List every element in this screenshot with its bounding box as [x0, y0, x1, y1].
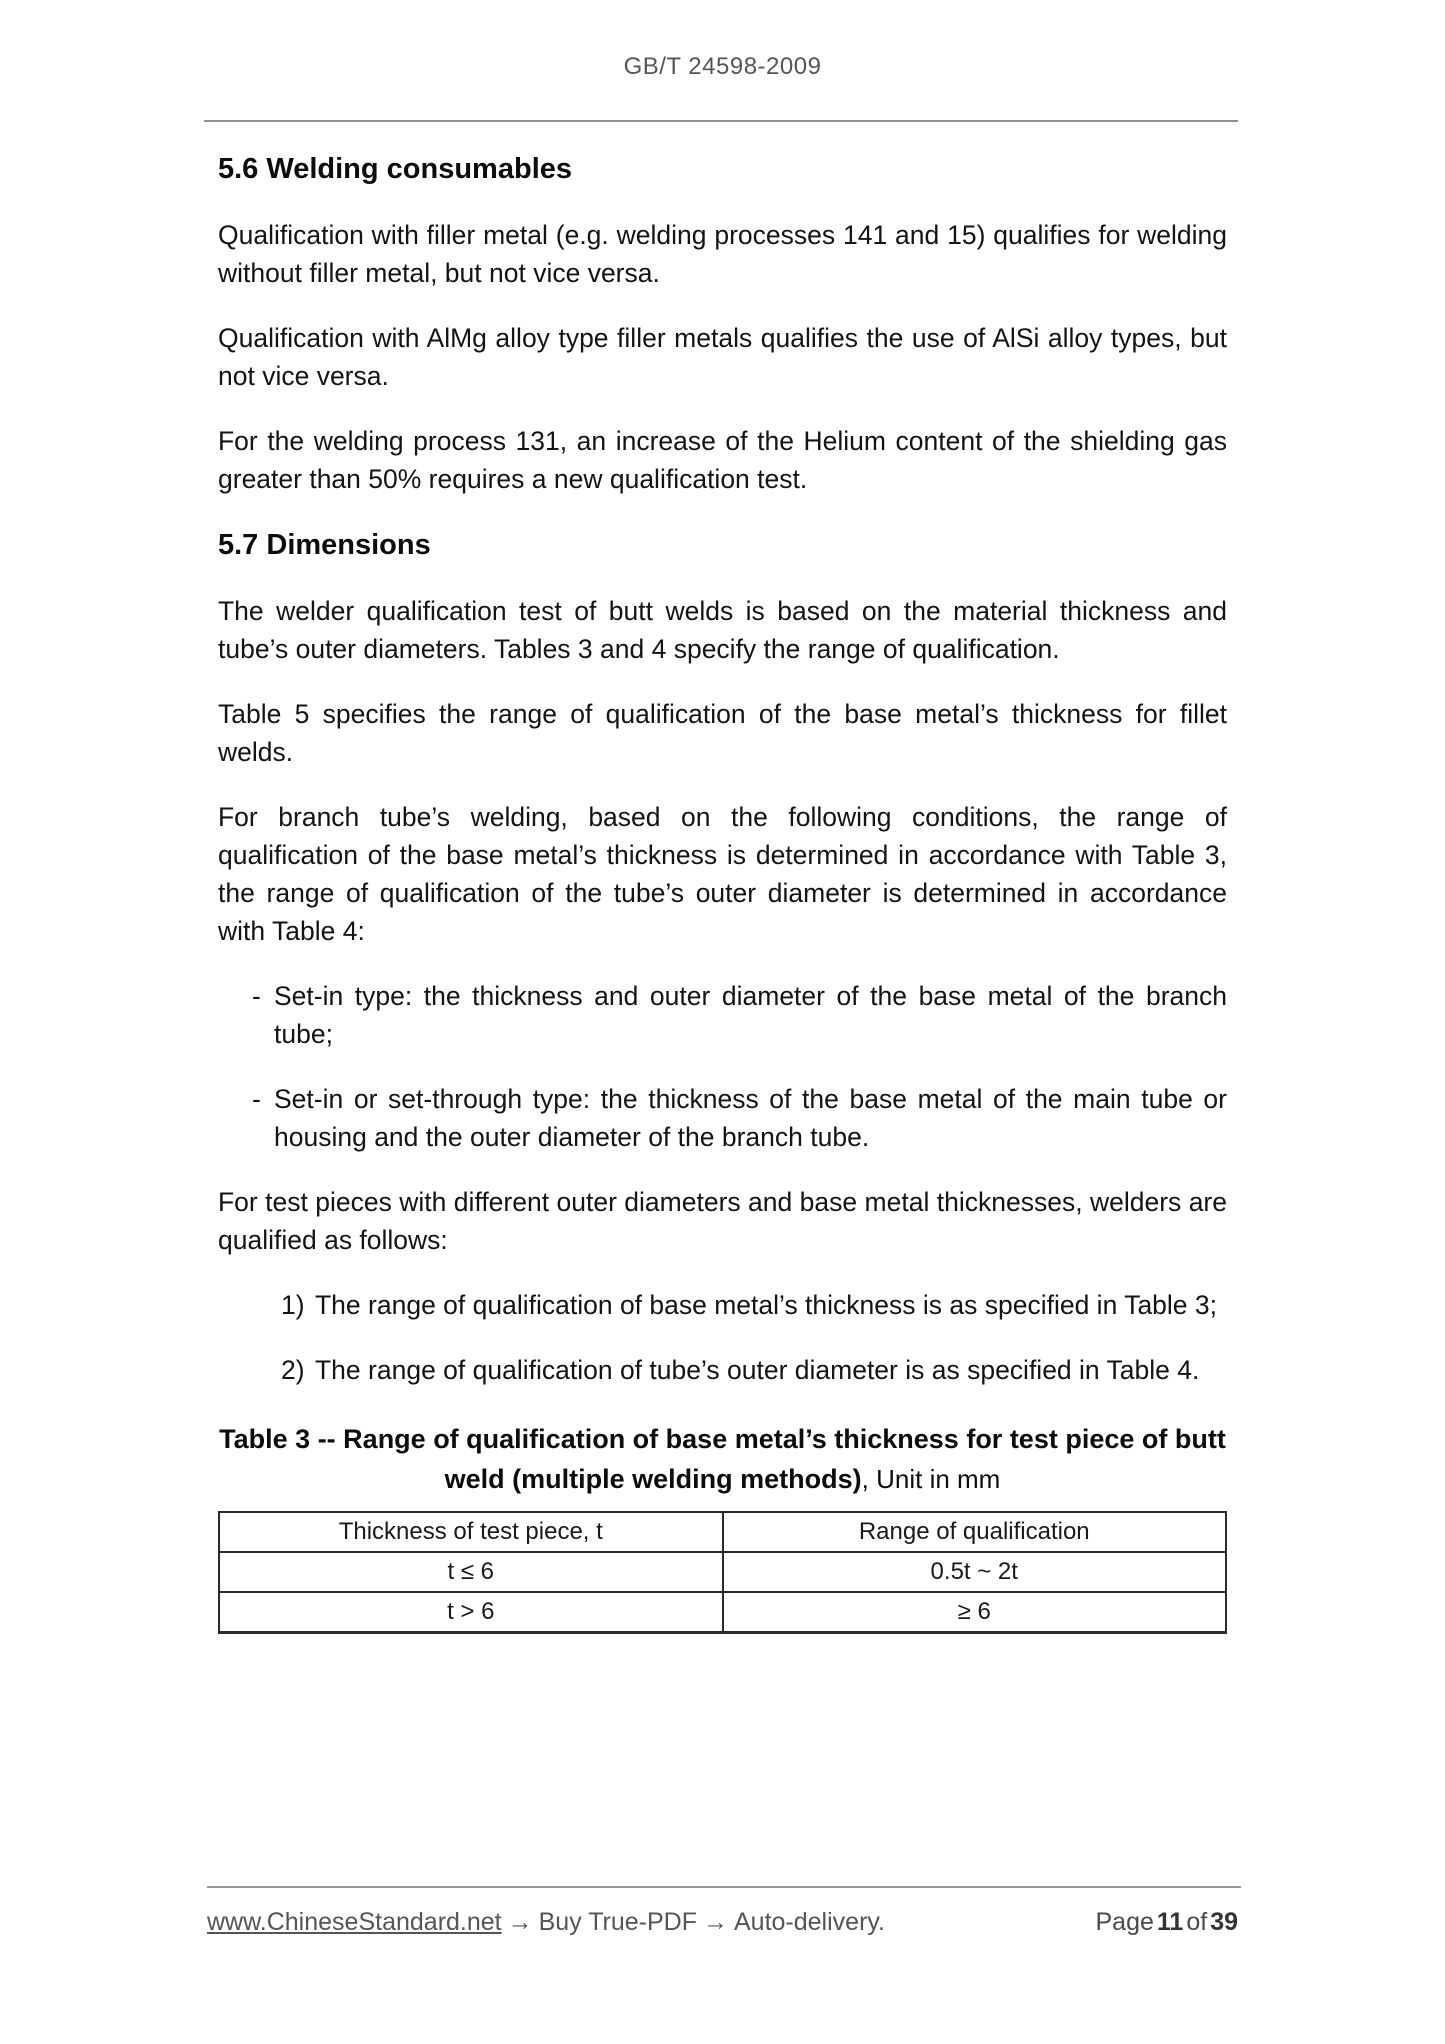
arrow-icon: →: [507, 1908, 533, 1936]
list-item-text: Set-in type: the thickness and outer diameter of the base metal of the branch tube;: [274, 981, 1227, 1049]
table-header-row: [219, 1512, 1226, 1552]
table-row: [219, 1592, 1226, 1633]
website-link[interactable]: www.ChineseStandard.net: [207, 1908, 502, 1936]
list-item-text: Set-in or set-through type: the thickness of the base metal of the main tube or housing and the outer diameter of the branch tube.: [274, 1084, 1227, 1152]
table-header-cell: Thickness of test piece, t: [219, 1512, 723, 1552]
table-3: [218, 1511, 1227, 1634]
list-item: [252, 1080, 1227, 1156]
table-cell: t > 6: [219, 1592, 723, 1633]
paragraph: Qualification with AlMg alloy type filler metals qualifies the use of AlSi alloy types, but not vice versa.: [218, 323, 1227, 391]
page-label: Page: [1095, 1908, 1154, 1936]
list-item-text: The range of qualification of tube’s outer diameter is as specified in Table 4.: [315, 1355, 1200, 1385]
footer-promo: [207, 1908, 885, 1937]
of-label: of: [1186, 1908, 1208, 1936]
buy-pdf-label: Buy True-PDF: [538, 1908, 697, 1936]
table-3-unit-label: , Unit in mm: [861, 1464, 1001, 1494]
number-marker: 1): [281, 1290, 305, 1320]
table-cell: ≥ 6: [723, 1592, 1227, 1633]
dash-marker: -: [252, 1084, 261, 1114]
number-marker: 2): [281, 1355, 305, 1385]
footer-row: [207, 1888, 1241, 1937]
section-heading-5-6: 5.6 Welding consumables: [218, 153, 573, 185]
dash-marker: -: [252, 981, 261, 1011]
table-cell: 0.5t ~ 2t: [723, 1552, 1227, 1592]
paragraph: Table 5 specifies the range of qualification of the base metal’s thickness for fillet welds.: [218, 699, 1227, 767]
header-divider: [204, 120, 1238, 122]
paragraph: Qualification with filler metal (e.g. welding processes 141 and 15) qualifies for welding without filler metal, but not vice versa.: [218, 220, 1227, 288]
list-item: [252, 977, 1227, 1053]
arrow-icon: →: [703, 1908, 728, 1936]
paragraph: The welder qualification test of butt welds is based on the material thickness and tube’s outer diameters. Tables 3 and 4 specify the range of qualification.: [218, 596, 1227, 664]
paragraph: For branch tube’s welding, based on the following conditions, the range of qualification of the base metal’s thickness is determined in accordance with Table 3, the range of qualification of the tube’s outer diameter is determined in accordance with Table 4:: [218, 802, 1227, 946]
table-3-title: [198, 1419, 1247, 1499]
page-current: 11: [1156, 1908, 1184, 1936]
section-heading-5-7: 5.7 Dimensions: [218, 529, 431, 561]
auto-delivery-label: Auto-delivery.: [734, 1908, 885, 1936]
table-cell: t ≤ 6: [219, 1552, 723, 1592]
numbered-list-item: [281, 1351, 1227, 1389]
page-total: 39: [1210, 1908, 1238, 1936]
table-header-cell: Range of qualification: [723, 1512, 1227, 1552]
list-item-text: The range of qualification of base metal’s thickness is as specified in Table 3;: [315, 1290, 1218, 1320]
doc-number-header: GB/T 24598-2009: [623, 53, 822, 80]
page-indicator: [1096, 1908, 1242, 1937]
page-footer: [207, 1886, 1241, 1937]
table-3-title-bold: Table 3 -- Range of qualification of base metal’s thickness for test piece of butt weld (multiple welding methods): [219, 1424, 1226, 1494]
paragraph: For the welding process 131, an increase of the Helium content of the shielding gas greater than 50% requires a new qualification test.: [218, 426, 1227, 494]
paragraph: For test pieces with different outer diameters and base metal thicknesses, welders are qualified as follows:: [218, 1187, 1227, 1255]
table-row: [219, 1552, 1226, 1592]
numbered-list-item: [281, 1286, 1227, 1324]
